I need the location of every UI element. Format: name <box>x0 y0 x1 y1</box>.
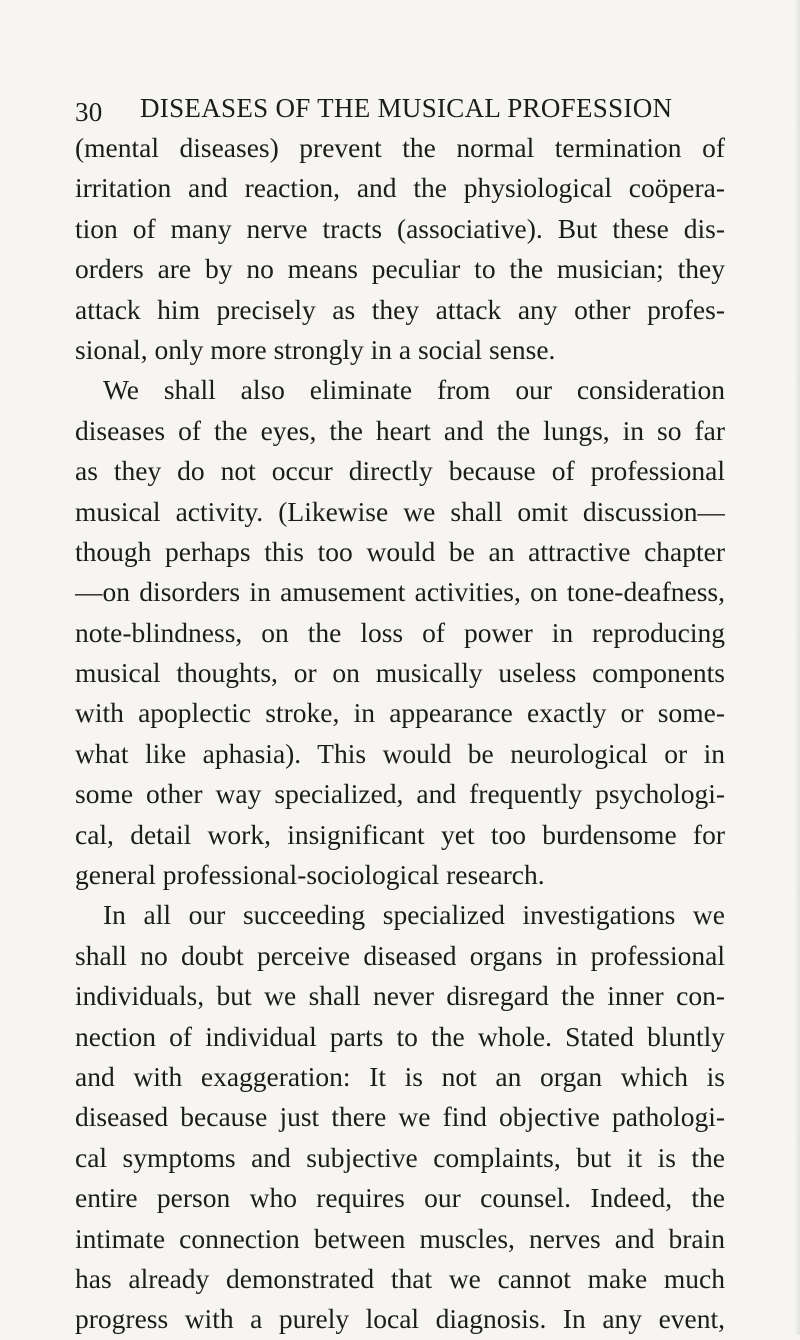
text-line: what like aphasia). This would be neurological or in <box>75 737 725 769</box>
text-line: some other way specialized, and frequently psychologi- <box>75 778 725 810</box>
paragraph-start: We shall also eliminate from our consideration <box>103 374 725 406</box>
text-line: cal symptoms and subjective complaints, but it is the <box>75 1141 725 1173</box>
text-line: as they do not occur directly because of professional <box>75 455 725 487</box>
text-line: nection of individual parts to the whole. Stated bluntly <box>75 1020 725 1052</box>
text-line: general professional-sociological research. <box>75 859 545 891</box>
text-line: diseases of the eyes, the heart and the lungs, in so far <box>75 414 725 446</box>
running-head <box>75 88 725 128</box>
text-line: progress with a purely local diagnosis. In any event, <box>75 1303 725 1335</box>
text-line: and with exaggeration: It is not an organ which is <box>75 1060 725 1092</box>
text-line: musical thoughts, or on musically useless components <box>75 657 725 689</box>
text-line: diseased because just there we find objective pathologi- <box>75 1101 725 1133</box>
text-line: sional, only more strongly in a social sense. <box>75 333 556 365</box>
text-line: shall no doubt perceive diseased organs in professional <box>75 939 725 971</box>
paragraph-start: In all our succeeding specialized investigations we <box>103 899 725 931</box>
chapter-title: DISEASES OF THE MUSICAL PROFESSION <box>140 93 673 123</box>
text-line: attack him precisely as they attack any other profes- <box>75 293 725 325</box>
text-line: note-blindness, on the loss of power in reproducing <box>75 616 725 648</box>
text-line: individuals, but we shall never disregard the inner con- <box>75 980 725 1012</box>
page-edge-shadow <box>794 0 800 1335</box>
text-line: intimate connection between muscles, nerves and brain <box>75 1222 725 1254</box>
text-line: tion of many nerve tracts (associative). But these dis- <box>75 212 725 244</box>
text-line: —on disorders in amusement activities, on tone-deafness, <box>75 576 725 608</box>
text-line: though perhaps this too would be an attractive chapter <box>75 535 725 567</box>
text-line: irritation and reaction, and the physiological coöpera- <box>75 172 725 204</box>
text-line: has already demonstrated that we cannot make much <box>75 1262 725 1294</box>
text-line: entire person who requires our counsel. Indeed, the <box>75 1182 725 1214</box>
text-line: musical activity. (Likewise we shall omit discussion— <box>75 495 725 527</box>
text-line: orders are by no means peculiar to the musician; they <box>75 253 725 285</box>
text-line: with apoplectic stroke, in appearance exactly or some- <box>75 697 725 729</box>
text-line: (mental diseases) prevent the normal termination of <box>75 132 725 163</box>
page-number: 30 <box>75 97 103 127</box>
text-line: cal, detail work, insignificant yet too burdensome for <box>75 818 725 850</box>
body-text <box>75 128 725 1340</box>
